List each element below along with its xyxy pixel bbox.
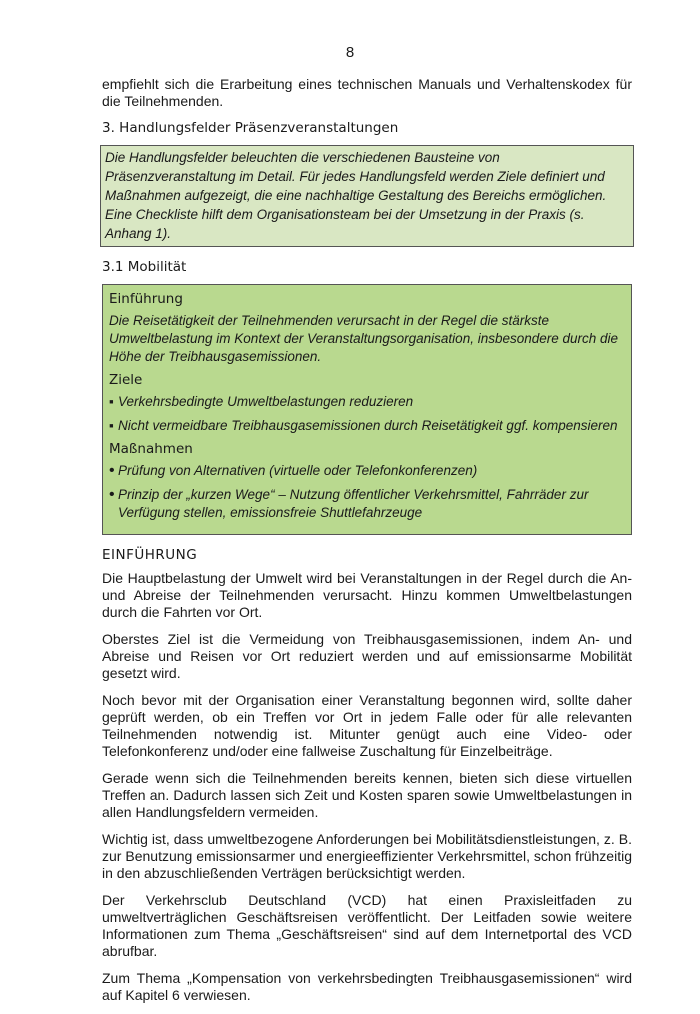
einfuehrung-heading: EINFÜHRUNG [102,547,198,563]
einfuehrung-title: Einführung [109,291,183,307]
body-paragraph: Oberstes Ziel ist die Vermeidung von Treibhausgasemissionen, indem An- und Abreise und Reisen vor Ort reduziert werden und auf emissionsarme Mobilität gesetzt wird. [102,631,632,681]
body-paragraph: Noch bevor mit der Organisation einer Veranstaltung begonnen wird, sollte daher geprüft werden, ob ein Treffen vor Ort in jedem Falle oder für alle relevanten Teilnehmenden notwendig ist. Mitunter genügt auch eine Video- oder Telefonkonferenz und/oder eine fallweise Zuschaltung für Einzelbeiträge. [102,692,632,759]
summary-box [102,284,632,535]
massnahmen-list [109,462,625,522]
body-paragraph: Der Verkehrsclub Deutschland (VCD) hat einen Praxisleitfaden zu umweltverträglichen Geschäftsreisen veröffentlicht. Der Leitfaden sowie weitere Informationen zum Thema „Geschäftsreisen“ sind auf dem Internetportal des VCD abrufbar. [102,892,632,959]
section-3-1-heading: 3.1 Mobilität [102,259,187,275]
bullet-icon: ▪ [109,418,114,433]
list-item: ▪ Nicht vermeidbare Treibhausgasemissionen durch Reisetätigkeit ggf. kompensieren [109,418,618,433]
continuation-paragraph: empfiehlt sich die Erarbeitung eines technischen Manuals und Verhaltenskodex für die Teilnehmenden. [102,76,632,109]
ziele-title: Ziele [109,372,143,388]
body-paragraph: Gerade wenn sich die Teilnehmenden bereits kennen, bieten sich diese virtuellen Treffen an. Dadurch lassen sich Zeit und Kosten sparen sowie Umweltbelastungen in allen Handlungsfeldern vermeiden. [102,770,632,820]
body-paragraph: Zum Thema „Kompensation von verkehrsbedingten Treibhausgasemissionen“ wird auf Kapitel 6 verwiesen. [102,970,632,1003]
body-paragraph: Die Hauptbelastung der Umwelt wird bei Veranstaltungen in der Regel durch die An- und Abreise der Teilnehmenden verursacht. Hinzu kommen Umweltbelastungen durch die Fahrten vor Ort. [102,570,632,620]
page-content [102,76,632,1014]
section-3-heading: 3. Handlungsfelder Präsenzveranstaltungen [102,120,399,136]
bullet-icon: • [109,486,115,503]
einfuehrung-text: Die Reisetätigkeit der Teilnehmenden verursacht in der Regel die stärkste Umweltbelastung im Kontext der Veranstaltungsorganisation, insbesondere durch die Höhe der Treibhausgasemissionen. [109,313,619,364]
massnahmen-title: Maßnahmen [109,441,193,457]
ziele-list [109,393,625,435]
section-3-intro-box: Die Handlungsfelder beleuchten die verschiedenen Bausteine von Präsenzveranstaltung im Detail. Für jedes Handlungsfeld werden Ziele definiert und Maßnahmen aufgezeigt, die eine nachhaltige Gestaltung des Bereichs ermöglichen. Eine Checkliste hilft dem Organisationsteam bei der Umsetzung in der Praxis (s. Anhang 1). [100,145,634,247]
list-item: • Prinzip der „kurzen Wege“ – Nutzung öffentlicher Verkehrsmittel, Fahrräder zur Verfügung stellen, emissionsfreie Shuttlefahrzeuge [109,486,589,520]
page-number: 8 [345,44,355,61]
bullet-icon: ▪ [109,394,114,409]
body-paragraph: Wichtig ist, dass umweltbezogene Anforderungen bei Mobilitätsdienstleistungen, z. B. zur Benutzung emissionsarmer und energieeffizienter Verkehrsmittel, schon frühzeitig in den abzuschließenden Verträgen berücksichtigt werden. [102,831,632,881]
bullet-icon: • [109,462,115,479]
list-item: ▪ Verkehrsbedingte Umweltbelastungen reduzieren [109,394,414,409]
list-item: • Prüfung von Alternativen (virtuelle oder Telefonkonferenzen) [109,462,478,479]
